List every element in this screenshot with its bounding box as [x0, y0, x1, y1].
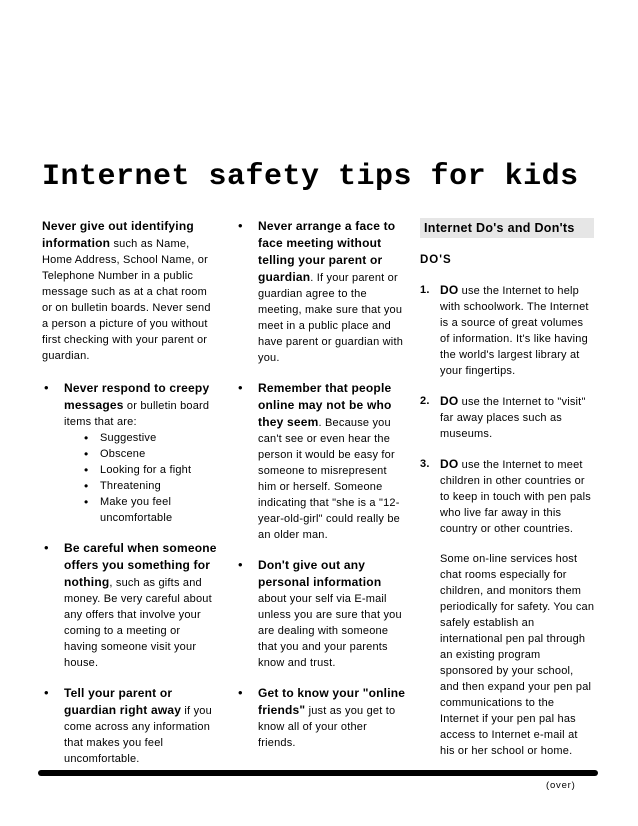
tip-text: . Because you can't see or even hear the person it would be easy for someone to misrepresent him or herself. Someone indicating that "she is a "12-year-old-girl" could really be an older man.: [258, 417, 400, 541]
intro-bold: Never give out identifying information: [42, 219, 194, 250]
tip-item: [236, 685, 406, 751]
item-number: 1.: [420, 284, 430, 296]
dos-label: DO'S: [420, 254, 452, 266]
tip-item: [236, 380, 406, 543]
tip-item: [42, 540, 217, 671]
tip-bold: Remember that people online may not be who they seem: [258, 381, 392, 429]
tip-bold: Never respond to creepy messages: [64, 381, 210, 412]
tip-text: if you come across any information that makes you feel uncomfortable.: [64, 705, 212, 765]
tip-item: [236, 218, 406, 366]
tip-text: , such as gifts and money. Be very careful about any offers that involve your coming to a meeting or having someone visit your house.: [64, 577, 212, 669]
item-number: 2.: [420, 395, 430, 407]
creepy-messages-sublist: [64, 430, 217, 526]
do-item: [420, 282, 595, 379]
tip-bold: Tell your parent or guardian right away: [64, 686, 182, 717]
sub-item: • Obscene: [100, 446, 217, 462]
do-text: use the Internet to "visit" far away places such as museums.: [440, 396, 586, 440]
tip-bold: Don't give out any personal information: [258, 558, 382, 589]
footer-rule: [38, 770, 598, 776]
tips-list-middle: [236, 218, 406, 751]
column-right: [420, 218, 595, 759]
tip-item: [42, 380, 217, 526]
sub-item: • Make you feel uncomfortable: [100, 494, 217, 526]
sub-item: • Suggestive: [100, 430, 217, 446]
tip-text: about your self via E-mail unless you are sure that you are dealing with someone that you and your parents know and trust.: [258, 593, 402, 669]
dos-donts-heading: Internet Do's and Don'ts: [420, 218, 594, 238]
do-text: use the Internet to help with schoolwork. The Internet is a source of great volumes of information. It's like having the world's largest library at your fingertips.: [440, 285, 589, 377]
tip-text: or bulletin board items that are:: [64, 400, 210, 428]
do-extra-paragraph: Some on-line services host chat rooms especially for children, and monitors them periodically for safety. You can safely establish an international pen pal through an existing program sponsored by your school, and then expand your pen pal communications to the Internet if your pen pal has access to Internet e-mail at his or her school or home.: [440, 553, 595, 757]
do-item: [420, 393, 595, 442]
intro-paragraph: [42, 218, 217, 364]
do-bold: DO: [440, 394, 459, 408]
item-number: 3.: [420, 458, 430, 470]
column-left: [42, 218, 217, 767]
do-text: use the Internet to meet children in other countries or to keep in touch with pen pals who live far away in this country or other countries.: [440, 459, 591, 535]
tip-item: [236, 557, 406, 671]
sub-item: • Threatening: [100, 478, 217, 494]
tip-bold: Never arrange a face to face meeting without telling your parent or guardian: [258, 219, 396, 284]
sub-item: • Looking for a fight: [100, 462, 217, 478]
intro-text: such as Name, Home Address, School Name, or Telephone Number in a public message such as at a chat room or on bulletin boards. Never send a person a picture of you without first checking with your parent or guardian.: [42, 238, 211, 362]
tip-bold: Be careful when someone offers you something for nothing: [64, 541, 217, 589]
tip-item: [42, 685, 217, 767]
page-title: Internet safety tips for kids: [42, 160, 579, 194]
do-item: [420, 456, 595, 759]
dos-list: [420, 282, 595, 759]
tip-text: just as you get to know all of your other friends.: [258, 705, 396, 749]
tips-list-left: [42, 380, 217, 767]
footer-over-note: (over): [546, 780, 576, 791]
tip-bold: Get to know your "online friends": [258, 686, 406, 717]
do-bold: DO: [440, 457, 459, 471]
column-middle: [236, 218, 406, 751]
do-bold: DO: [440, 283, 459, 297]
tip-text: . If your parent or guardian agree to the meeting, make sure that you meet in a public place and have parent or guardian with you.: [258, 272, 404, 364]
